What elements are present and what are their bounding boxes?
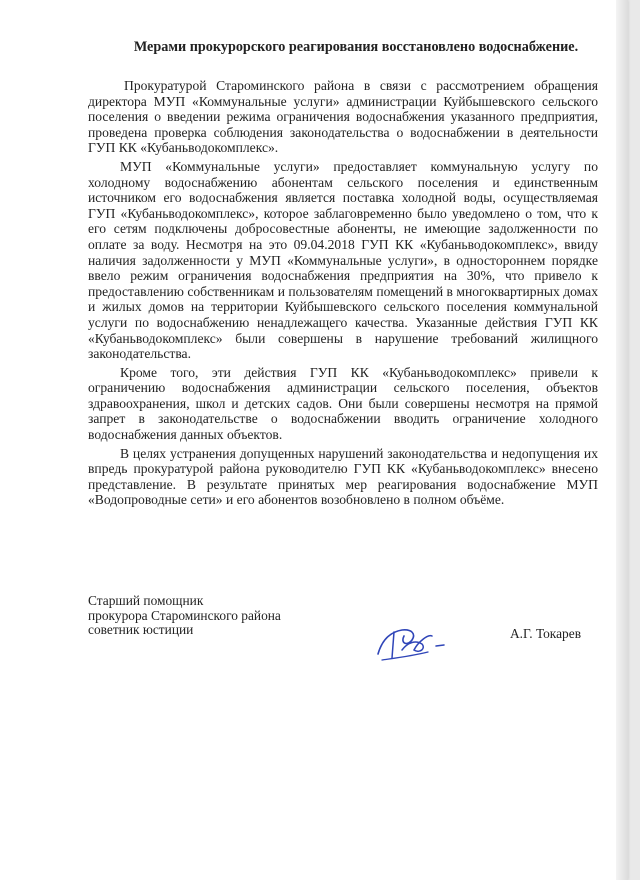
signer-position-line-3: советник юстиции	[88, 622, 194, 638]
signature-stroke-2	[392, 632, 394, 658]
signature-stroke-5	[436, 645, 444, 646]
signer-position-line-2: прокурора Староминского района	[88, 607, 281, 623]
document-body	[88, 38, 598, 511]
paragraph-4: В целях устранения допущенных нарушений законодательства и недопущения их впредь прокуратурой района руководителю ГУП КК «Кубаньводокомплекс» внесено представление. В результате принятых мер реагирования водоснабжение МУП «Водопроводные сети» и его абонентов возобновлено в полном объёме.	[88, 445, 598, 508]
paper-edge	[616, 0, 628, 880]
signature-stroke-1	[378, 630, 414, 654]
signature-stroke-4	[382, 652, 428, 660]
paragraph-2: МУП «Коммунальные услуги» предоставляет коммунальную услугу по холодному водоснабжению абонентам сельского поселения и единственным источником его водоснабжения является поставка холодной воды, осуществляемая ГУП «Кубаньводокомплекс», которое заблаговременно было уведомлено о том, что к его сетям подключены добросовестные абоненты, не имеющие задолженности по оплате за воду. Несмотря на это 09.04.2018 ГУП КК «Кубаньводокомплекс», ввиду наличия задолженности у МУП «Коммунальные услуги», в одностороннем порядке ввело режим ограничения водоснабжения предприятия на 30%, что привело к предоставлению собственникам и пользователям помещений в многоквартирных домах и жилых домов на территории Куйбышевского сельского поселения коммунальной услуги по водоснабжению ненадлежащего качества. Указанные действия ГУП КК «Кубаньводокомплекс» были совершены в нарушение требований жилищного законодательства.	[88, 158, 598, 362]
document-title: Мерами прокурорского реагирования восстановлено водоснабжение.	[133, 39, 579, 55]
signer-name: А.Г. Токарев	[510, 626, 582, 641]
handwritten-signature	[372, 620, 450, 664]
signer-position-line-1: Старший помощник	[88, 593, 204, 608]
paragraph-3: Кроме того, эти действия ГУП КК «Кубаньводокомплекс» привели к ограничению водоснабжения администрации сельского поселения, объектов здравоохранения, школ и детских садов. Они были совершены несмотря на прямой запрет в законодательстве о водоснабжении вводить ограничение холодного водоснабжения данных объектов.	[88, 364, 598, 443]
paragraph-1: Прокуратурой Староминского района в связи с рассмотрением обращения директора МУП «Коммунальные услуги» администрации Куйбышевского сельского поселения о введении режима ограничения водоснабжения указанного предприятия, проведена проверка соблюдения законодательства о водоснабжении в деятельности ГУП КК «Кубаньводокомплекс».	[88, 78, 598, 156]
